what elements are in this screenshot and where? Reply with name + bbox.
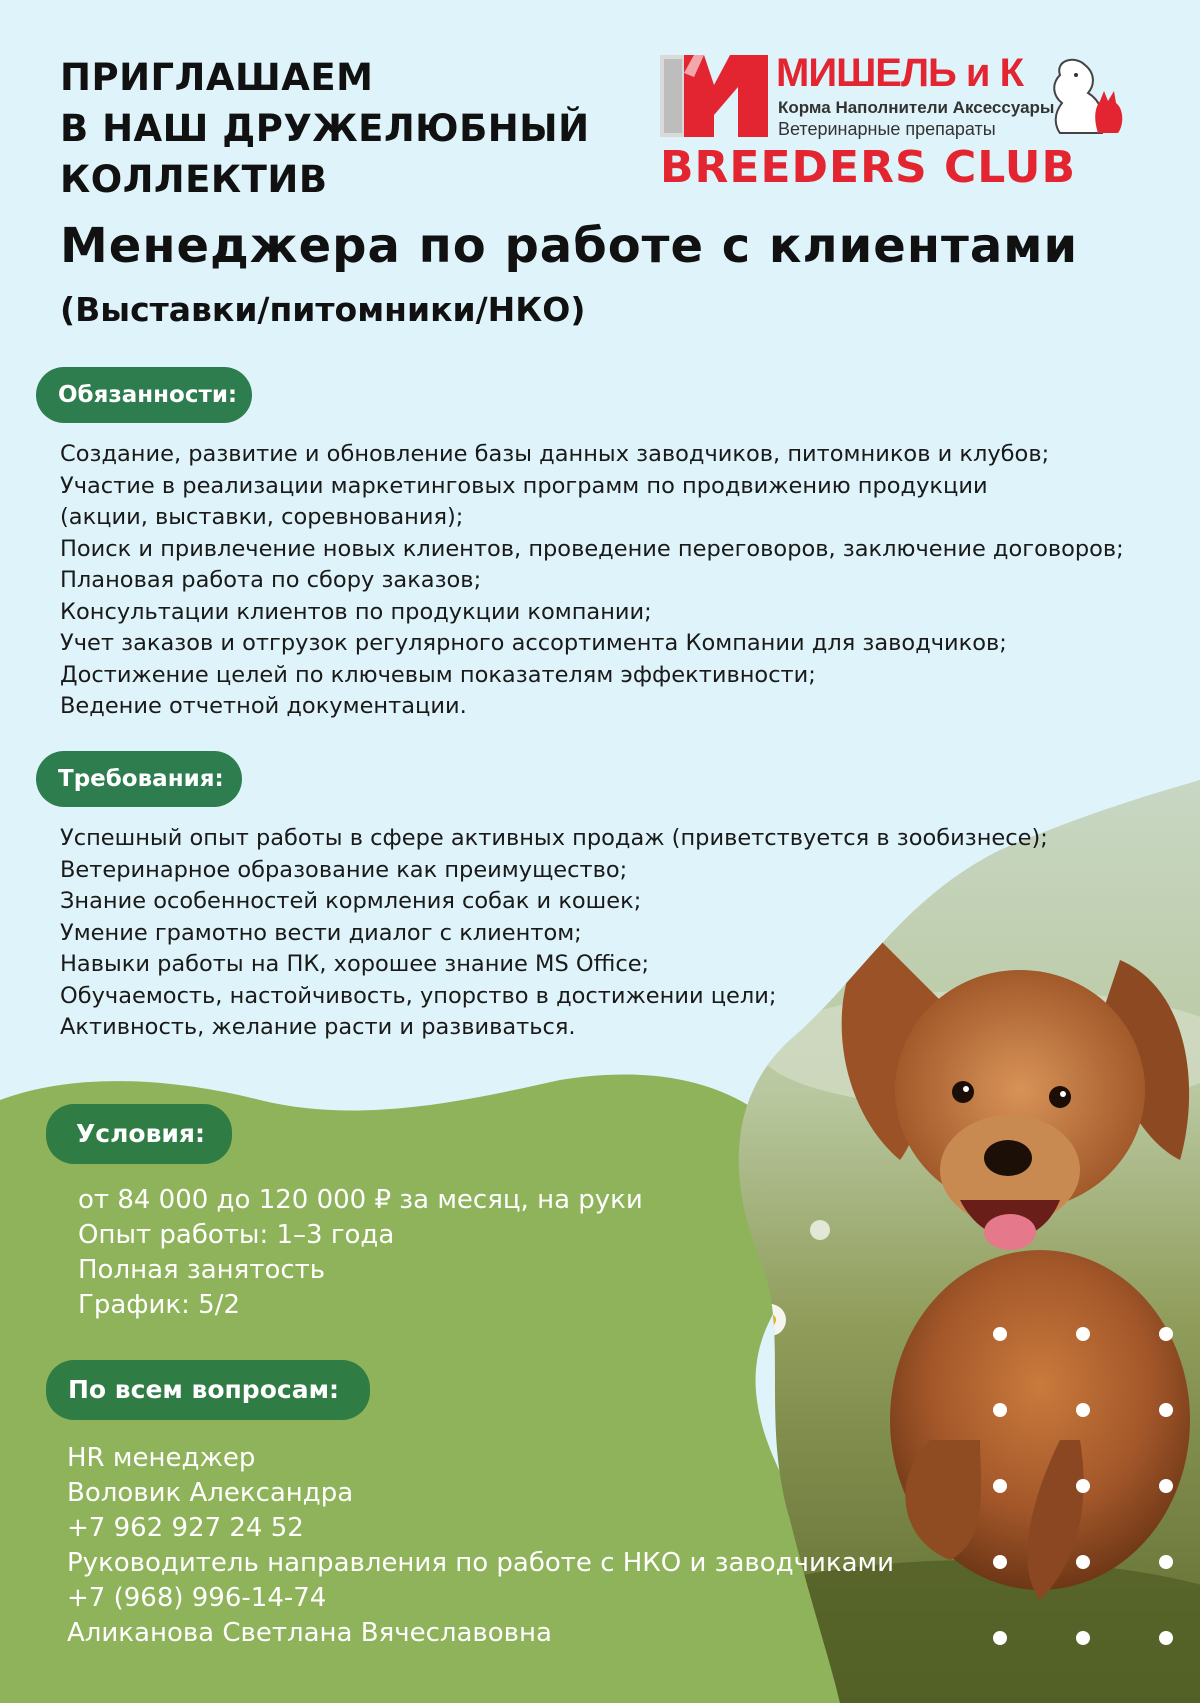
job-subtitle: (Выставки/питомники/НКО) — [60, 290, 586, 329]
logo-tagline-2: Ветеринарные препараты — [778, 119, 996, 139]
list-item: Создание, развитие и обновление базы данных заводчиков, питомников и клубов; — [60, 441, 1050, 467]
list-item: Умение грамотно вести диалог с клиентом; — [60, 919, 582, 946]
list-item: Активность, желание расти и развиваться. — [60, 1014, 576, 1040]
list-item: Консультации клиентов по продукции компании; — [60, 598, 652, 625]
list-item: Ветеринарное образование как преимущество; — [60, 856, 628, 883]
list-item: Поиск и привлечение новых клиентов, проведение переговоров, заключение договоров; — [60, 535, 1124, 562]
invite-line: ПРИГЛАШАЕМ — [60, 56, 374, 99]
duties-heading: Обязанности: — [36, 367, 252, 423]
invite-line: КОЛЛЕКТИВ — [60, 158, 328, 201]
invite-line: В НАШ ДРУЖЕЛЮБНЫЙ — [60, 107, 590, 150]
conditions-heading: Условия: — [46, 1104, 232, 1164]
list-item: Полная занятость — [78, 1255, 326, 1285]
contact-name: Аликанова Светлана Вячеславовна — [67, 1618, 552, 1648]
logo-club: BREEDERS CLUB — [660, 142, 1077, 193]
requirements-list — [60, 823, 1048, 1044]
company-logo — [660, 51, 1130, 193]
requirements-heading: Требования: — [36, 751, 242, 807]
conditions-list — [78, 1183, 643, 1323]
duties-list — [60, 439, 1124, 723]
contact-phone[interactable]: +7 962 927 24 52 — [67, 1513, 304, 1543]
logo-tagline-1: Корма Наполнители Аксессуары — [778, 98, 1055, 117]
contact-role: Руководитель направления по работе с НКО и заводчиками — [67, 1548, 895, 1578]
invite-heading — [60, 52, 660, 205]
list-item: Участие в реализации маркетинговых программ по продвижению продукции — [60, 472, 988, 499]
list-item: Опыт работы: 1–3 года — [78, 1220, 395, 1250]
list-item: от 84 000 до 120 000 ₽ за месяц, на руки — [78, 1185, 643, 1215]
decorative-dots — [990, 1324, 1190, 1654]
list-item: Навыки работы на ПК, хорошее знание MS Office; — [60, 951, 650, 977]
list-item: График: 5/2 — [78, 1290, 240, 1320]
list-item: Успешный опыт работы в сфере активных продаж (приветствуется в зообизнесе); — [60, 825, 1048, 851]
list-item: Ведение отчетной документации. — [60, 693, 467, 719]
contacts-heading: По всем вопросам: — [46, 1360, 370, 1420]
list-item: (акции, выставки, соревнования); — [60, 504, 464, 530]
list-item: Обучаемость, настойчивость, упорство в достижении цели; — [60, 982, 777, 1009]
contacts-list — [67, 1441, 894, 1651]
contact-role: HR менеджер — [67, 1443, 256, 1473]
list-item: Плановая работа по сбору заказов; — [60, 567, 482, 593]
list-item: Учет заказов и отгрузок регулярного ассортимента Компании для заводчиков; — [60, 630, 1007, 656]
list-item: Знание особенностей кормления собак и кошек; — [60, 888, 642, 914]
dog-cat-icon — [1040, 55, 1130, 140]
m-logo-icon — [660, 55, 768, 137]
logo-brand: МИШЕЛЬ и К — [776, 51, 1023, 95]
contact-phone[interactable]: +7 (968) 996-14-74 — [67, 1583, 327, 1613]
job-title: Менеджера по работе с клиентами — [60, 218, 1079, 274]
contact-name: Воловик Александра — [67, 1478, 354, 1508]
list-item: Достижение целей по ключевым показателям эффективности; — [60, 661, 816, 688]
